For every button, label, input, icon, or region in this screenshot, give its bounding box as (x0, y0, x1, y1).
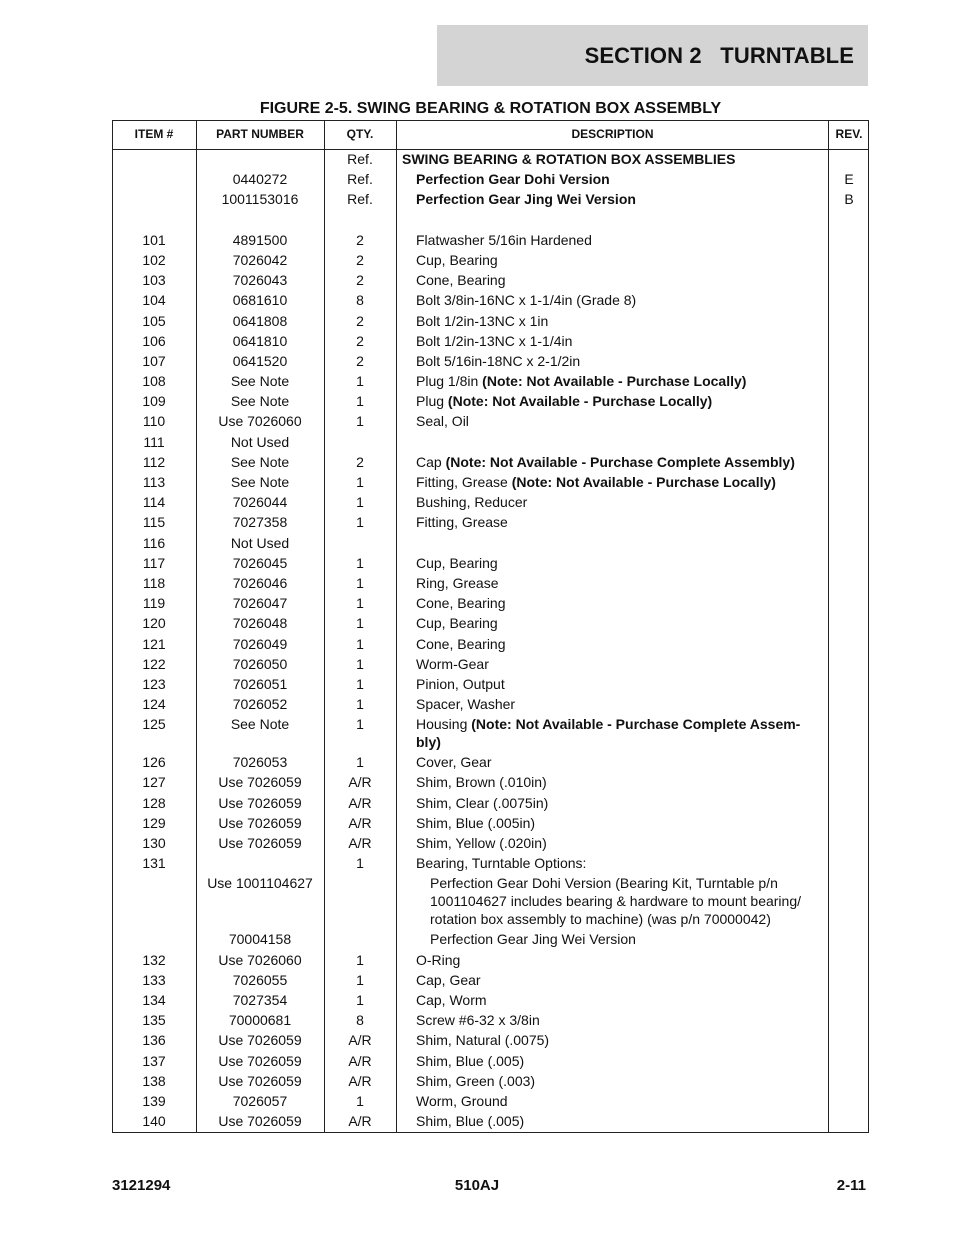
description-text: Shim, Blue (.005) (416, 1052, 525, 1069)
table-row (113, 1010, 868, 1030)
part-number: 7026045 (232, 554, 288, 571)
item-number: 122 (142, 655, 166, 672)
part-number: Use 7026059 (218, 1113, 302, 1130)
quantity: Ref. (347, 171, 373, 188)
quantity: 1 (356, 696, 364, 713)
table-row (113, 331, 868, 351)
part-number: 7026050 (232, 655, 288, 672)
description (416, 230, 821, 249)
table-row (113, 1030, 868, 1050)
description (402, 210, 821, 211)
description-text: Worm, Ground (416, 1092, 508, 1109)
description (416, 990, 821, 1009)
quantity: 1 (356, 615, 364, 632)
description-text: Cup, Bearing (416, 615, 498, 632)
description-text: Flatwasher 5/16in Hardened (416, 231, 592, 248)
item-number: 103 (142, 272, 166, 289)
table-row (113, 189, 868, 209)
quantity: 1 (356, 574, 364, 591)
description-text: Bushing, Reducer (416, 494, 528, 511)
description (416, 833, 821, 852)
item-number: 105 (142, 312, 166, 329)
table-body (113, 149, 868, 1131)
item-number: 116 (142, 534, 166, 551)
table-row (113, 311, 868, 331)
part-number: 7026046 (232, 574, 288, 591)
table-row (113, 990, 868, 1010)
description (416, 1091, 821, 1110)
part-number: 7027354 (232, 991, 288, 1008)
part-number: Not Used (230, 534, 290, 551)
item-number: 137 (142, 1052, 166, 1069)
quantity: 8 (356, 292, 364, 309)
part-number: Use 7026059 (218, 1052, 302, 1069)
description (416, 432, 821, 433)
item-number: 126 (142, 754, 166, 771)
table-row (113, 169, 868, 189)
description-text: SWING BEARING & ROTATION BOX ASSEMBLIES (402, 151, 736, 167)
quantity: 1 (356, 655, 364, 672)
part-number: Use 7026059 (218, 814, 302, 831)
quantity: 1 (356, 373, 364, 390)
table-row (113, 970, 868, 990)
item-number: 112 (142, 453, 166, 470)
item-number: 110 (142, 413, 166, 430)
item-number: 128 (142, 794, 166, 811)
description (416, 714, 821, 751)
description-text: Plug 1/8in (416, 373, 483, 390)
item-number: 129 (142, 814, 166, 831)
part-number: 7026051 (232, 675, 288, 692)
table-row (113, 853, 868, 873)
col-part-header: PART NUMBER (216, 127, 304, 141)
item-number: 139 (142, 1092, 166, 1109)
description (416, 189, 821, 208)
item-number: 115 (142, 514, 166, 531)
description (416, 793, 821, 812)
table-row (113, 929, 868, 949)
description-text: Cover, Gear (416, 754, 492, 771)
description (416, 533, 821, 534)
description-text: Cup, Bearing (416, 251, 498, 268)
description-text: Perfection Gear Dohi Version (416, 171, 610, 188)
item-number: 125 (142, 716, 166, 733)
table-row (113, 230, 868, 250)
description-text: Bolt 3/8in-16NC x 1-1/4in (Grade 8) (416, 292, 637, 309)
table-row (113, 593, 868, 613)
description-text: Bolt 1/2in-13NC x 1in (416, 312, 549, 329)
item-number: 109 (142, 393, 166, 410)
part-number: See Note (230, 393, 290, 410)
description (416, 169, 821, 188)
description (416, 593, 821, 612)
part-number: See Note (230, 474, 290, 490)
quantity: 2 (356, 251, 364, 268)
item-number: 127 (142, 774, 166, 791)
quantity: 1 (356, 474, 364, 490)
description-text: Shim, Green (.003) (416, 1072, 536, 1089)
item-number: 124 (142, 696, 166, 713)
description (430, 873, 821, 928)
quantity: A/R (348, 814, 372, 831)
quantity: A/R (348, 774, 372, 791)
description-text: Shim, Yellow (.020in) (416, 835, 547, 851)
description (416, 1010, 821, 1029)
part-number: 7026047 (232, 595, 288, 612)
description (416, 1051, 821, 1070)
description (416, 1071, 821, 1090)
part-number: 0681610 (232, 292, 288, 309)
quantity: 2 (356, 332, 364, 349)
table-row (113, 613, 868, 633)
table-header (113, 121, 868, 150)
quantity: 1 (356, 951, 364, 968)
table-row (113, 833, 868, 853)
item-number: 106 (142, 332, 166, 349)
description (416, 371, 821, 390)
quantity: Ref. (347, 151, 373, 167)
description-text: Cap, Worm (416, 991, 487, 1008)
part-number: Use 7026059 (218, 794, 302, 811)
part-number: 0641810 (232, 332, 288, 349)
table-row (113, 694, 868, 714)
item-number: 136 (142, 1032, 166, 1049)
table-row (113, 1051, 868, 1071)
description-text: Cap, Gear (416, 971, 481, 988)
part-number: 7026055 (232, 971, 288, 988)
table-row (113, 432, 868, 452)
quantity: 1 (356, 1092, 364, 1109)
table-row (113, 149, 868, 169)
description-text: Shim, Natural (.0075) (416, 1032, 550, 1049)
part-number: Use 7026059 (218, 835, 302, 851)
description (416, 674, 821, 693)
quantity: A/R (348, 835, 372, 851)
part-number: 1001153016 (221, 191, 299, 208)
part-number: 7026048 (232, 615, 288, 632)
description (416, 573, 821, 592)
description (416, 391, 821, 410)
table-row (113, 210, 868, 230)
quantity: 1 (356, 514, 364, 531)
description (416, 654, 821, 673)
table-row (113, 813, 868, 833)
description (416, 492, 821, 511)
description-text: Shim, Blue (.005in) (416, 814, 536, 831)
part-number: 0440272 (232, 171, 288, 188)
table-row (113, 634, 868, 654)
description-text: Shim, Brown (.010in) (416, 774, 547, 791)
footer-page-number: 2-11 (836, 1177, 866, 1194)
description-text: Cap (416, 453, 446, 470)
revision: E (844, 171, 854, 188)
table-row (113, 411, 868, 431)
quantity: 1 (356, 855, 364, 872)
description-text: Cup, Bearing (416, 554, 498, 571)
part-number: 7026049 (232, 635, 288, 652)
item-number: 107 (142, 352, 166, 369)
description (416, 613, 821, 632)
description (416, 553, 821, 572)
part-number: 7026044 (232, 494, 288, 511)
description-text: Perfection Gear Dohi Version (Bearing Kit, Turntable p/n 1001104627 includes bearing & hardware to mount bearing/ rotation box assembly to machine) (was p/n 70000042) (430, 875, 801, 928)
part-number: 0641520 (232, 352, 288, 369)
quantity: 1 (356, 413, 364, 430)
description-text: Fitting, Grease (416, 514, 508, 531)
col-rev-header: REV. (835, 127, 863, 141)
description-text: Bearing, Turntable Options: (416, 855, 587, 872)
part-number: Use 7026060 (218, 951, 302, 968)
table-row (113, 472, 868, 492)
item-number: 138 (142, 1072, 166, 1089)
description-text: O-Ring (416, 951, 461, 968)
item-number: 108 (142, 373, 166, 390)
item-number: 121 (142, 635, 166, 652)
description (416, 813, 821, 832)
quantity: 2 (356, 352, 364, 369)
description-text: Shim, Blue (.005) (416, 1113, 525, 1130)
col-desc-header: DESCRIPTION (571, 127, 654, 141)
description-note: (Note: Not Available - Purchase Complete Assem-bly) (416, 716, 801, 751)
item-number: 135 (142, 1012, 166, 1029)
section-header (437, 25, 868, 86)
part-number: 70000681 (228, 1012, 292, 1029)
part-number: 70004158 (228, 931, 292, 948)
description-text: Cone, Bearing (416, 595, 506, 612)
table-row (113, 1071, 868, 1091)
part-number: 0641808 (232, 312, 288, 329)
description-text: Plug (416, 393, 448, 410)
table-row (113, 873, 868, 929)
quantity: Ref. (347, 191, 373, 208)
item-number: 140 (142, 1113, 166, 1130)
description-text: Shim, Clear (.0075in) (416, 794, 549, 811)
quantity: A/R (348, 794, 372, 811)
quantity: 2 (356, 231, 364, 248)
item-number: 118 (142, 574, 166, 591)
quantity: 2 (356, 272, 364, 289)
quantity: 8 (356, 1012, 364, 1029)
quantity: A/R (348, 1113, 372, 1130)
description-text: Spacer, Washer (416, 696, 516, 713)
quantity: 1 (356, 716, 364, 733)
quantity: 1 (356, 635, 364, 652)
quantity: 2 (356, 453, 364, 470)
part-number: Use 7026060 (218, 413, 302, 430)
description-note: (Note: Not Available - Purchase Locally) (482, 373, 747, 390)
item-number: 101 (142, 231, 166, 248)
table-row (113, 1111, 868, 1131)
section-title: SECTION 2 TURNTABLE (584, 42, 854, 68)
quantity: 1 (356, 991, 364, 1008)
part-number: See Note (230, 373, 290, 390)
col-qty-header: QTY. (346, 127, 374, 141)
description (416, 290, 821, 309)
part-number: See Note (230, 716, 290, 733)
table-row (113, 772, 868, 792)
item-number: 133 (142, 971, 166, 988)
description-text: Bolt 1/2in-13NC x 1-1/4in (416, 332, 573, 349)
table-row (113, 950, 868, 970)
table-row (113, 793, 868, 813)
description (430, 929, 821, 948)
part-number: Not Used (230, 433, 290, 450)
item-number: 102 (142, 251, 166, 268)
quantity: 1 (356, 971, 364, 988)
table-row (113, 674, 868, 694)
quantity: 1 (356, 754, 364, 771)
description-text: Seal, Oil (416, 413, 469, 430)
description (416, 1111, 821, 1130)
part-number: 7026052 (232, 696, 288, 713)
table-row (113, 1091, 868, 1111)
table-row (113, 714, 868, 752)
revision: B (844, 191, 854, 208)
table-row (113, 452, 868, 472)
footer-model: 510AJ (454, 1177, 500, 1194)
part-number: 7026043 (232, 272, 288, 289)
item-number: 131 (142, 855, 166, 872)
item-number: 130 (142, 835, 166, 851)
table-row (113, 553, 868, 573)
quantity: 1 (356, 554, 364, 571)
parts-table (112, 120, 869, 1133)
part-number: 7026042 (232, 251, 288, 268)
description-text: Cone, Bearing (416, 635, 506, 652)
part-number: 7027358 (232, 514, 288, 531)
item-number: 104 (142, 292, 166, 309)
part-number: 7026057 (232, 1092, 288, 1109)
table-row (113, 533, 868, 553)
item-number: 132 (142, 951, 166, 968)
description (416, 950, 821, 969)
quantity: A/R (348, 1072, 372, 1089)
table-row (113, 512, 868, 532)
description (416, 970, 821, 989)
table-row (113, 270, 868, 290)
table-row (113, 371, 868, 391)
description (416, 452, 821, 471)
description (416, 512, 821, 531)
item-number: 114 (142, 494, 166, 511)
description (402, 149, 821, 168)
table-row (113, 573, 868, 593)
table-row (113, 290, 868, 310)
description (416, 634, 821, 653)
quantity: 1 (356, 494, 364, 511)
description (416, 411, 821, 430)
table-row (113, 250, 868, 270)
part-number: Use 7026059 (218, 774, 302, 791)
description (416, 752, 821, 771)
description-text: Housing (416, 716, 472, 733)
description-text: Perfection Gear Jing Wei Version (416, 191, 636, 208)
footer-doc-number: 3121294 (112, 1177, 171, 1194)
part-number: Use 1001104627 (207, 875, 313, 892)
description-text: Screw #6-32 x 3/8in (416, 1012, 540, 1029)
quantity: 1 (356, 595, 364, 612)
table-row (113, 752, 868, 772)
description-text: Pinion, Output (416, 675, 505, 692)
description (416, 311, 821, 330)
description (416, 1030, 821, 1049)
description-text: Worm-Gear (416, 655, 489, 672)
table-row (113, 351, 868, 371)
description (416, 331, 821, 350)
description-text: Fitting, Grease (416, 474, 512, 490)
description-note: (Note: Not Available - Purchase Locally) (511, 474, 776, 490)
part-number: Use 7026059 (218, 1072, 302, 1089)
quantity: A/R (348, 1052, 372, 1069)
table-row (113, 391, 868, 411)
description-text: Ring, Grease (416, 574, 499, 591)
figure-title: FIGURE 2-5. SWING BEARING & ROTATION BOX ASSEMBLY (259, 100, 722, 117)
quantity: A/R (348, 1032, 372, 1049)
description-note: (Note: Not Available - Purchase Complete Assembly) (445, 453, 795, 470)
quantity: 1 (356, 393, 364, 410)
quantity: 2 (356, 312, 364, 329)
description (416, 270, 821, 289)
description (416, 351, 821, 370)
description-text: Cone, Bearing (416, 272, 506, 289)
description-text: Perfection Gear Jing Wei Version (430, 931, 636, 948)
part-number: 7026053 (232, 754, 288, 771)
part-number: 4891500 (232, 231, 288, 248)
col-item-header: ITEM # (134, 127, 174, 141)
table-row (113, 492, 868, 512)
part-number: See Note (230, 453, 290, 470)
item-number: 113 (142, 474, 166, 490)
description (416, 250, 821, 269)
description (416, 472, 821, 491)
quantity: 1 (356, 675, 364, 692)
part-number: Use 7026059 (218, 1032, 302, 1049)
item-number: 120 (142, 615, 166, 632)
table-row (113, 654, 868, 674)
item-number: 119 (142, 595, 166, 612)
item-number: 111 (143, 433, 165, 450)
description (416, 694, 821, 713)
description (416, 853, 821, 872)
item-number: 123 (142, 675, 166, 692)
item-number: 117 (142, 554, 166, 571)
description-text: Bolt 5/16in-18NC x 2-1/2in (416, 352, 581, 369)
description (416, 772, 821, 791)
item-number: 134 (142, 991, 166, 1008)
description-note: (Note: Not Available - Purchase Locally) (447, 393, 713, 410)
